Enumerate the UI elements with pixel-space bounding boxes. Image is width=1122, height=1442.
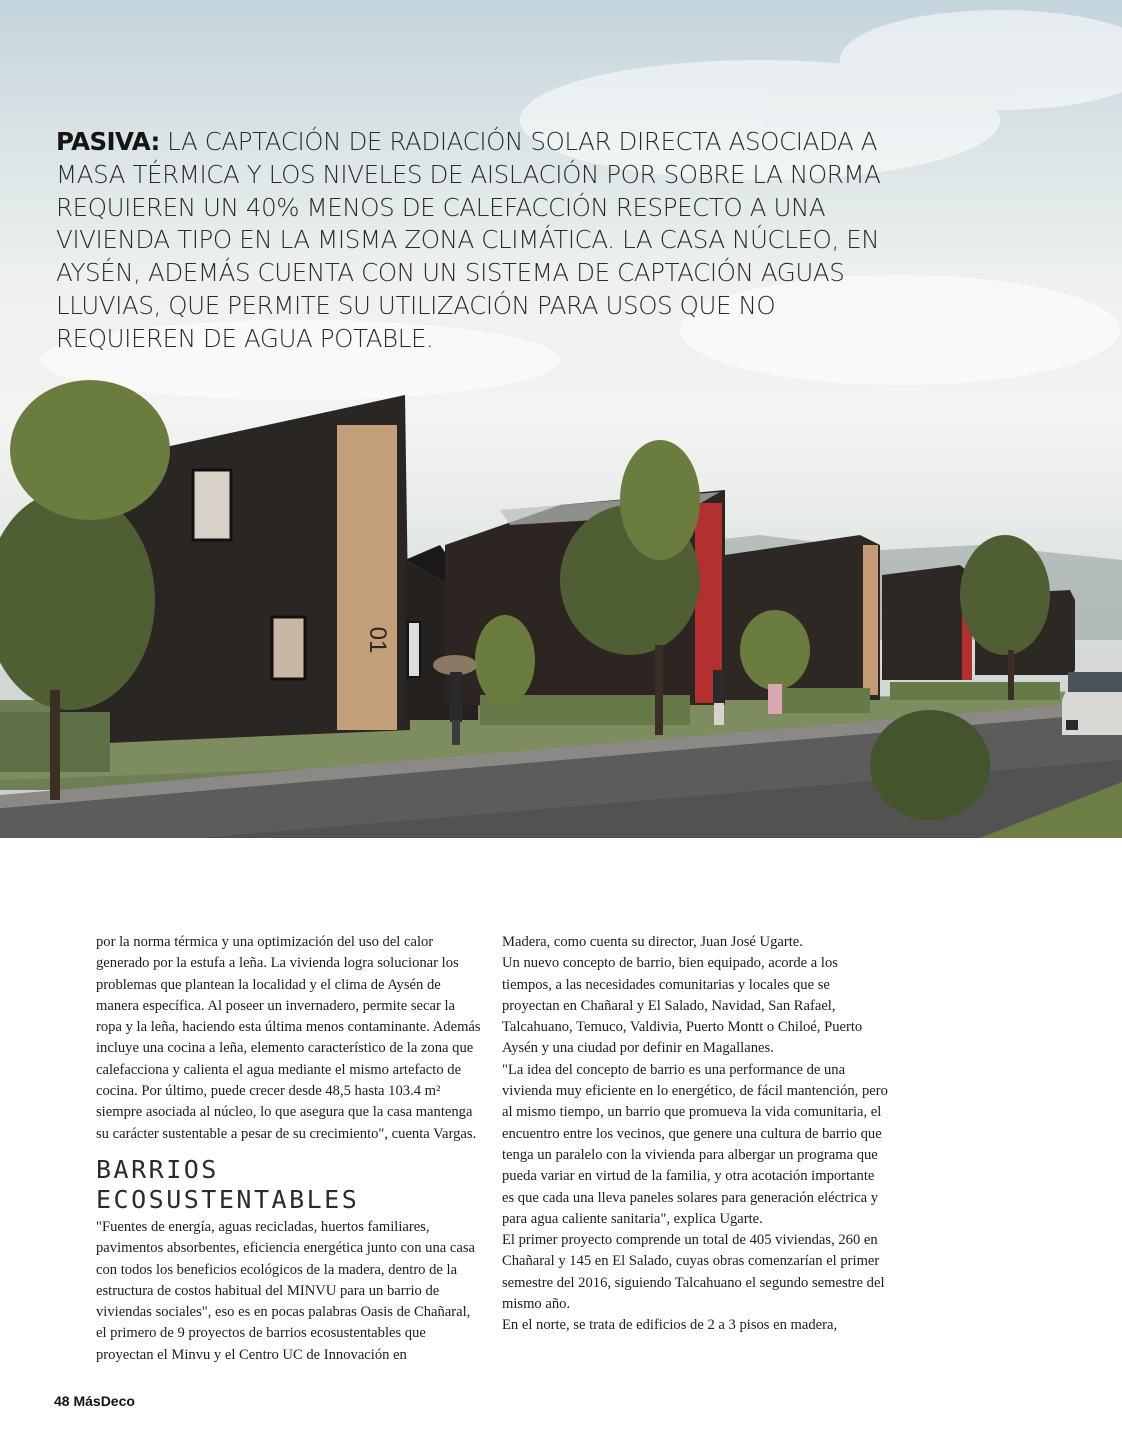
image-caption	[56, 126, 916, 356]
article-paragraph: En el norte, se trata de edificios de 2 a 3 pisos en madera,	[502, 1317, 838, 1334]
article-paragraph: Madera, como cuenta su director, Juan José Ugarte.	[502, 934, 803, 950]
article-paragraph: "Fuentes de energía, aguas recicladas, huertos familiares, pavimentos absorbentes, eficiencia energética junto con una casa con todos los beneficios ecológicos de la madera, dentro de la estructura de costos habitual del MINVU para un barrio de viviendas sociales", eso es en pocas palabras Oasis de Chañaral, el primero de 9 proyectos de barrios ecosustentables que proyectan el Minvu y el Centro UC de Innovación en	[96, 1218, 476, 1363]
article-paragraph: Un nuevo concepto de barrio, bien equipado, acorde a los tiempos, a las necesidades comunitarias y locales que se proyectan en Chañaral y El Salado, Navidad, San Rafael, Talcahuano, Temuco, Valdivia, Puerto Montt o Chiloé, Puerto Aysén y una ciudad por definir en Magallanes.	[502, 955, 863, 1057]
section-heading: BARRIOS ECOSUSTENTABLES	[96, 1154, 360, 1214]
article-column-right	[502, 932, 890, 1337]
house-number-label: 01	[364, 626, 391, 654]
article-column-left	[96, 932, 484, 1366]
page-footer: 48 MásDeco	[54, 1393, 135, 1409]
article-paragraph: El primer proyecto comprende un total de 405 viviendas, 260 en Chañaral y 145 en El Salado, cuyas obras comenzarían el primer semestre del 2016, siguiendo Talcahuano el segundo semestre del mismo año.	[502, 1232, 885, 1313]
caption-text: LA CAPTACIÓN DE RADIACIÓN SOLAR DIRECTA ASOCIADA A MASA TÉRMICA Y LOS NIVELES DE AISLACIÓN POR SOBRE LA NORMA REQUIEREN UN 40% MENOS DE CALEFACCIÓN RESPECTO A UNA VIVIENDA TIPO EN LA MISMA ZONA CLIMÁTICA. LA CASA NÚCLEO, EN AYSÉN, ADEMÁS CUENTA CON UN SISTEMA DE CAPTACIÓN AGUAS LLUVIAS, QUE PERMITE SU UTILIZACIÓN PARA USOS QUE NO REQUIEREN DE AGUA POTABLE.	[56, 127, 881, 353]
article-paragraph: por la norma térmica y una optimización del uso del calor generado por la estufa a leña. La vivienda logra solucionar los problemas que plantean la localidad y el clima de Aysén de manera específica. Al poseer un invernadero, permite secar la ropa y la leña, haciendo esta última menos contaminante. Además incluye una cocina a leña, elemento característico de la zona que calefacciona y calienta el agua mediante el mismo artefacto de cocina. Por último, puede crecer desde 48,5 hasta 103.4 m² siempre asociada al núcleo, lo que asegura que la casa mantenga su carácter sustentable a pesar de su crecimiento", cuenta Vargas.	[96, 934, 481, 1142]
article-paragraph: "La idea del concepto de barrio es una performance de una vivienda muy eficiente en lo energético, de fácil mantención, pero al mismo tiempo, un barrio que promueva la vida comunitaria, el encuentro entre los vecinos, que genere una cultura de barrio que tenga un paralelo con la vivienda para albergar un programa que pueda variar en virtud de la familia, y otra acotación importante es que cada una lleva paneles solares para generación eléctrica y para agua caliente sanitaria", explica Ugarte.	[502, 1061, 888, 1227]
caption-lead: PASIVA:	[56, 127, 160, 156]
